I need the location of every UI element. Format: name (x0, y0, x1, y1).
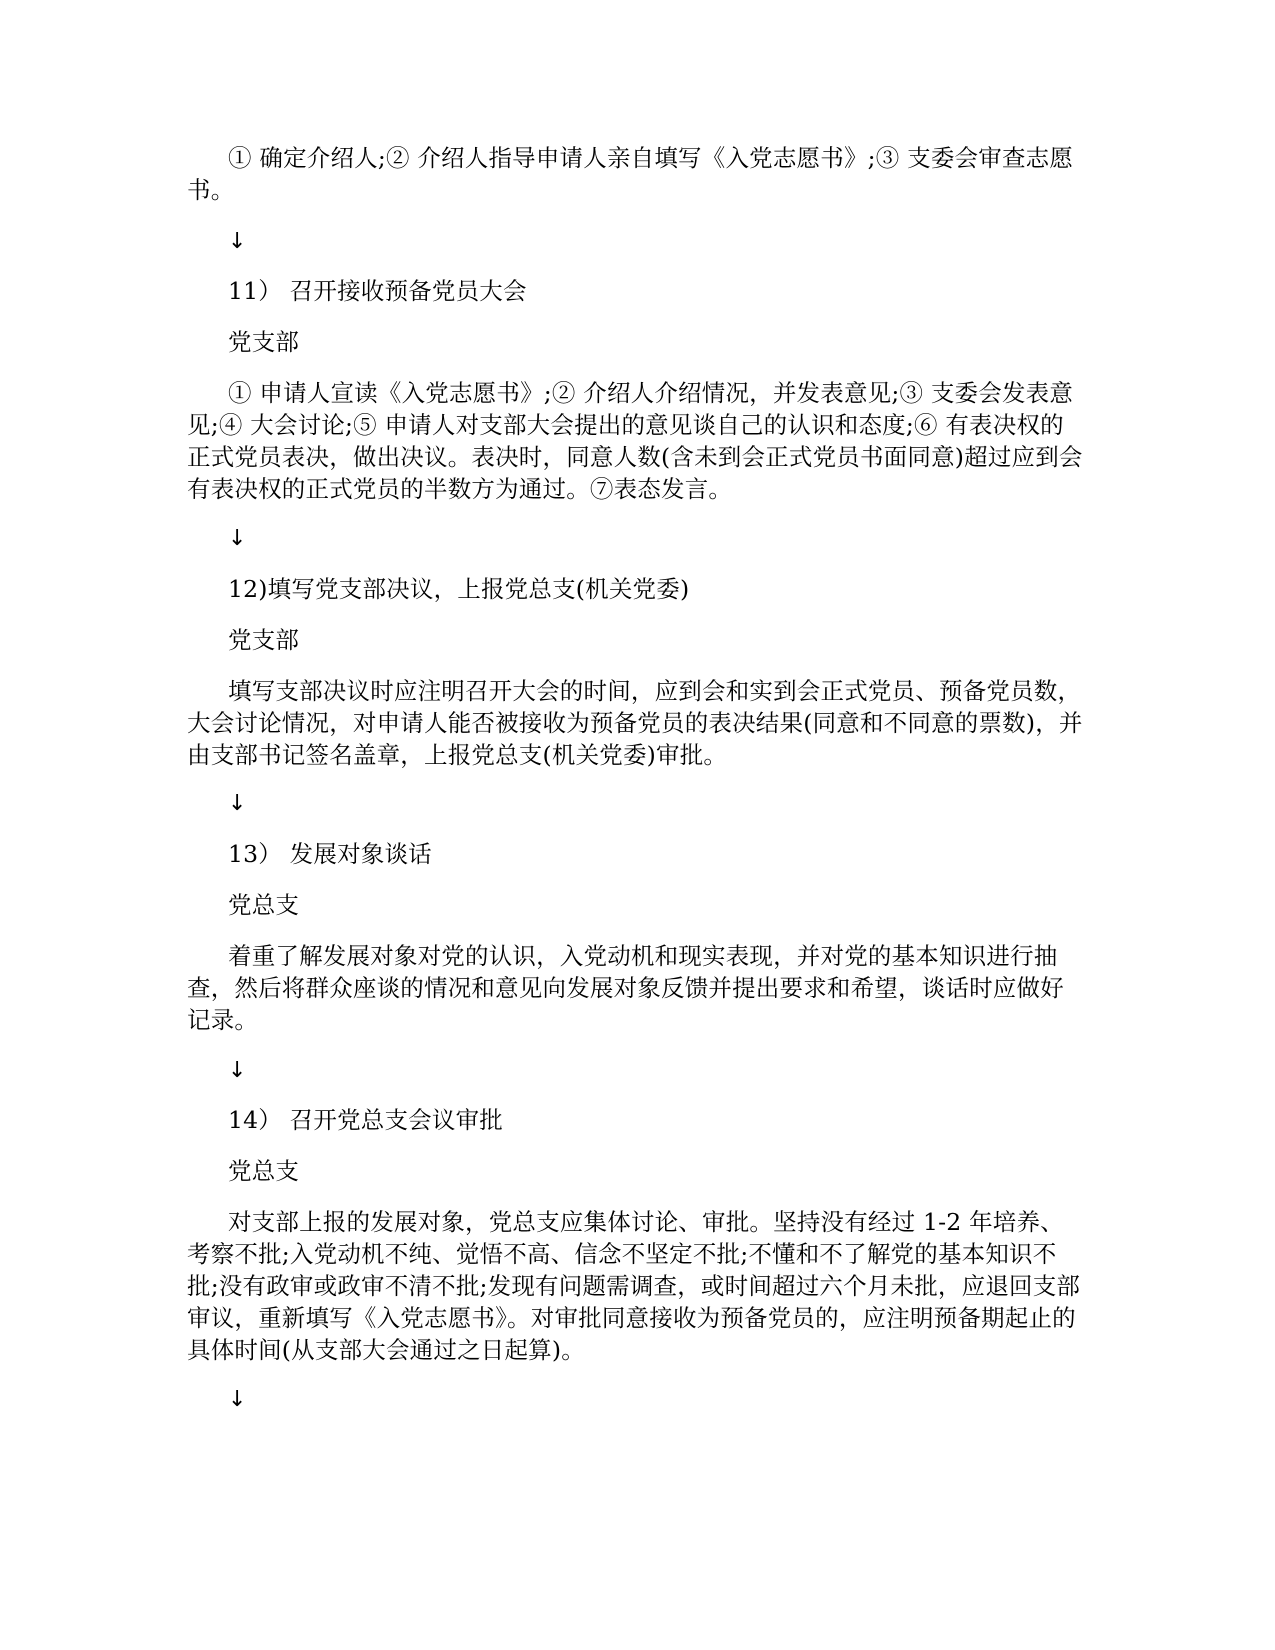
step-11-title: 11） 召开接收预备党员大会 (228, 277, 527, 305)
flow-arrow-down-icon: ↓ (228, 526, 247, 551)
step-13-title: 13） 发展对象谈话 (228, 840, 432, 868)
step-12-title: 12)填写党支部决议，上报党总支(机关党委) (228, 575, 690, 603)
flow-arrow-down-icon: ↓ (228, 229, 247, 254)
flow-arrow-down-icon: ↓ (228, 791, 247, 816)
flow-arrow-down-icon: ↓ (228, 1387, 247, 1412)
step-12-organization: 党支部 (228, 626, 300, 654)
step-11-organization: 党支部 (228, 328, 300, 356)
step-14-body: 对支部上报的发展对象，党总支应集体讨论、审批。坚持没有经过 1-2 年培养、考察不批;入党动机不纯、觉悟不高、信念不坚定不批;不懂和不了解党的基本知识不批;没有政审或政审不清不批;发现有问题需调查，或时间超过六个月未批，应退回支部审议，重新填写《入党志愿书》。对审批同意接收为预备党员的，应注明预备期起止的具体时间(从支部大会通过之日起算)。 (187, 1208, 1081, 1364)
step-13-body: 着重了解发展对象对党的认识，入党动机和现实表现，并对党的基本知识进行抽查，然后将群众座谈的情况和意见向发展对象反馈并提出要求和希望，谈话时应做好记录。 (187, 942, 1064, 1034)
step-12-body: 填写支部决议时应注明召开大会的时间，应到会和实到会正式党员、预备党员数，大会讨论情况，对申请人能否被接收为预备党员的表决结果(同意和不同意的票数)，并由支部书记签名盖章，上报党总支(机关党委)审批。 (187, 677, 1083, 769)
step-14-organization: 党总支 (228, 1157, 300, 1185)
step-13-organization: 党总支 (228, 891, 300, 919)
step-14-title: 14） 召开党总支会议审批 (228, 1106, 503, 1134)
flow-arrow-down-icon: ↓ (228, 1058, 247, 1083)
step-11-body: ① 申请人宣读《入党志愿书》;② 介绍人介绍情况，并发表意见;③ 支委会发表意见;④ 大会讨论;⑤ 申请人对支部大会提出的意见谈自己的认识和态度;⑥ 有表决权的正式党员表决，做出决议。表决时，同意人数(含未到会正式党员书面同意)超过应到会有表决权的正式党员的半数方为通过。⑦表态发言。 (187, 379, 1083, 503)
paragraph-steps-intro: ① 确定介绍人;② 介绍人指导申请人亲自填写《入党志愿书》;③ 支委会审查志愿书。 (187, 144, 1074, 204)
